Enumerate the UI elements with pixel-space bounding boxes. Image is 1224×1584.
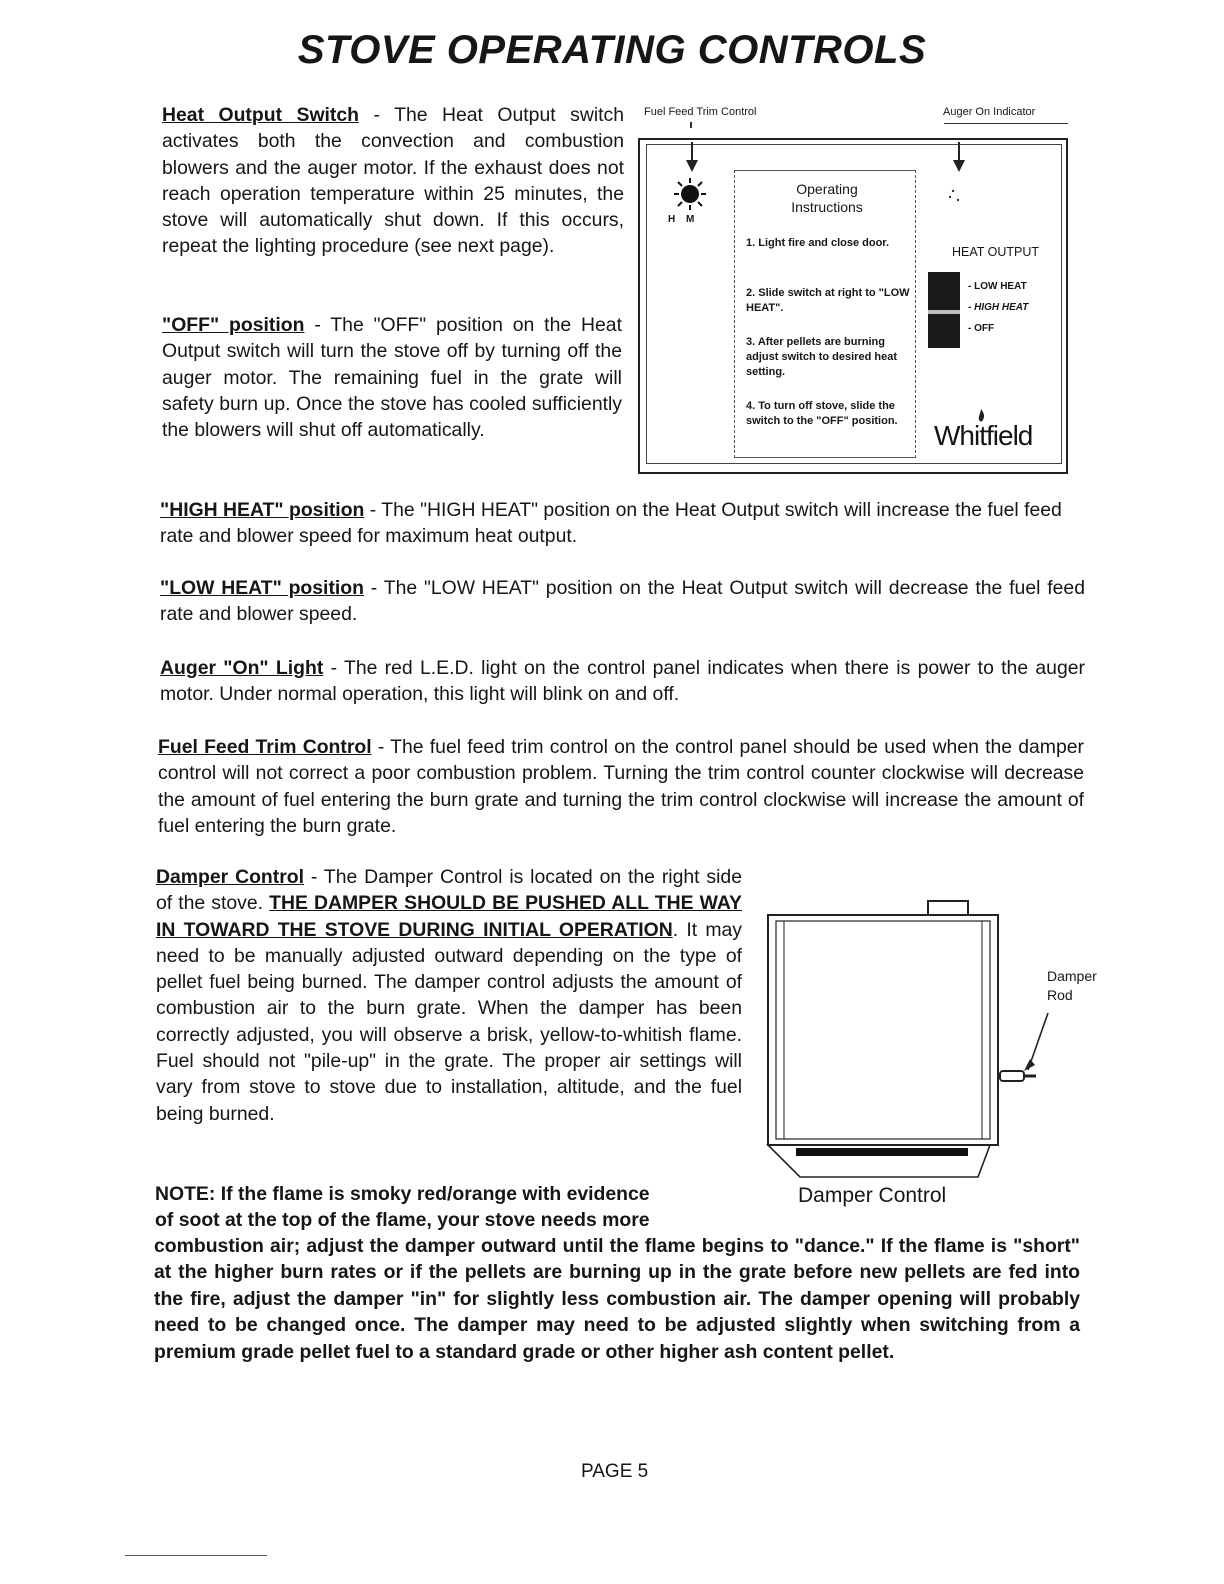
auger-indicator-label: Auger On Indicator [943,106,1036,118]
page-title: STOVE OPERATING CONTROLS [297,28,927,72]
arrow-down-icon [682,140,702,174]
off-position-paragraph: "OFF" position - The "OFF" position on the Heat Output switch will turn the stove off by turning off the auger motor. The remaining fuel in the grate will safety burn up. Once the stove has cooled sufficiently the blowers will shut off automatically. [162,314,622,442]
switch-position-high: - HIGH HEAT [968,302,1029,313]
switch-slider[interactable] [928,310,960,314]
damper-rod-label: Damper Rod [1047,968,1097,1003]
off-position-text: The "OFF" position on the Heat Output switch will turn the stove off by turning off the auger motor. The remaining fuel in the grate will safety burn up. Once the stove has cooled sufficiently the blowers will shut off automatically. [162,314,622,442]
damper-text-2: . It may need to be manually adjusted outward depending on the type of pellet fuel being burned. The damper control adjusts the amount of combustion air to the burn grate. When the damper has been correctly adjusted, you will observe a brisk, yellow-to-whitish flame. Fuel should not "pile-up" in the grate. The proper air settings will vary from stove to stove due to installation, altitude, and the fuel being burned. [156,918,742,1125]
switch-position-low: - LOW HEAT [968,281,1027,292]
arrow-down-icon [949,140,969,174]
switch-position-off: - OFF [968,323,995,334]
brand-logo: Whitfield [934,420,1033,451]
damper-emphasis: THE DAMPER SHOULD BE PUSHED ALL THE WAY IN TOWARD THE STOVE DURING INITIAL OPERATION [156,892,742,941]
fuel-trim-lead: Fuel Feed Trim Control [158,736,372,758]
note-line-2: of soot at the top of the flame, your stove needs more [155,1209,650,1231]
fuel-trim-text: The fuel feed trim control on the control panel should be used when the damper control will not correct a poor combustion problem. Turning the trim control counter clockwise will decrease the amount of fuel entering the burn grate and turning the trim control clockwise will increase the amount of fuel entering the burn grate. [158,736,1084,837]
trim-label-tick [690,122,692,128]
led-indicator-icon [946,186,966,206]
low-heat-text: The "LOW HEAT" position on the Heat Output switch will decrease the fuel feed rate and blower speed. [160,577,1085,626]
heat-output-paragraph: Heat Output Switch - The Heat Output switch activates both the convection and combustion blowers and the auger motor. If the exhaust does not reach operation temperature within 25 minutes, the stove will automatically shut down. If this occurs, repeat the lighting procedure (see next page). [162,104,624,258]
auger-label-rule [944,123,1068,124]
footer-rule [125,1555,267,1556]
note-line-1: NOTE: If the flame is smoky red/orange with evidence [155,1183,650,1205]
auger-light-lead: Auger "On" Light [160,657,324,679]
damper-paragraph: Damper Control - The Damper Control is located on the right side of the stove. THE DAMPER SHOULD BE PUSHED ALL THE WAY IN TOWARD THE STOVE DURING INITIAL OPERATION. It may need to be manually adjusted outward depending on the type of pellet fuel being burned. The damper control adjusts the amount of combustion air to the burn grate. When the damper has been correctly adjusted, you will observe a brisk, yellow-to-whitish flame. Fuel should not "pile-up" in the grate. The proper air settings will vary from stove to stove due to installation, altitude, and the fuel being burned. [156,866,742,1125]
auger-light-text: The red L.E.D. light on the control panel indicates when there is power to the auger motor. Under normal operation, this light will blink on and off. [160,657,1085,706]
instruction-step: 4. To turn off stove, slide the switch to the "OFF" position. [746,400,898,427]
high-heat-lead: "HIGH HEAT" position [160,499,365,521]
auger-light-paragraph: Auger "On" Light - The red L.E.D. light on the control panel indicates when there is power to the auger motor. Under normal operation, this light will blink on and off. [160,657,1085,706]
instruction-step: 3. After pellets are burning adjust switch to desired heat setting. [746,336,897,378]
damper-text-1: The Damper Control is located on the right side of the stove. [156,866,742,915]
page-number: PAGE 5 [581,1461,649,1482]
low-heat-lead: "LOW HEAT" position [160,577,364,599]
instruction-step: 2. Slide switch at right to "LOW HEAT". [746,287,910,314]
heat-output-lead: Heat Output Switch [162,104,360,126]
instruction-step: 1. Light fire and close door. [746,237,890,249]
high-heat-paragraph: "HIGH HEAT" position - The "HIGH HEAT" position on the Heat Output switch will increase the fuel feed rate and blower speed for maximum heat output. [160,499,1062,548]
trim-marks: H M [668,214,695,225]
fuel-trim-paragraph: Fuel Feed Trim Control - The fuel feed trim control on the control panel should be used when the damper control will not correct a poor combustion problem. Turning the trim control counter clockwise will decrease the amount of fuel entering the burn grate and turning the trim control clockwise will increase the amount of fuel entering the burn grate. [158,736,1084,837]
low-heat-paragraph: "LOW HEAT" position - The "LOW HEAT" position on the Heat Output switch will decrease the fuel feed rate and blower speed. [160,577,1085,626]
damper-lead: Damper Control [156,866,304,888]
off-position-lead: "OFF" position [162,314,305,336]
fuel-trim-label: Fuel Feed Trim Control [644,106,757,118]
high-heat-text: The "HIGH HEAT" position on the Heat Output switch will increase the fuel feed rate and blower speed for maximum heat output. [160,499,1062,548]
heat-output-switch[interactable] [928,272,960,348]
instructions-title: Operating Instructions [791,181,863,215]
fan-trim-icon[interactable] [670,174,710,214]
note-paragraph: combustion air; adjust the damper outward until the flame begins to "dance." If the flame is "short" at the higher burn rates or if the pellets are burning up in the grate before new pellets are fed into the fire, adjust the damper "in" for slightly less combustion air. The damper opening will probably need to be changed once. The damper may need to be adjusted slightly when switching from a premium grade pellet fuel to a standard grade or other higher ash content pellet. [154,1235,1080,1363]
heat-output-label: HEAT OUTPUT [952,245,1040,259]
damper-stove-diagram [760,895,1060,1195]
damper-figure-caption: Damper Control [798,1184,947,1207]
heat-output-text: The Heat Output switch activates both the convection and combustion blowers and the auger motor. If the exhaust does not reach operation temperature within 25 minutes, the stove will automatically shut down. If this occurs, repeat the lighting procedure (see next page). [162,104,624,258]
